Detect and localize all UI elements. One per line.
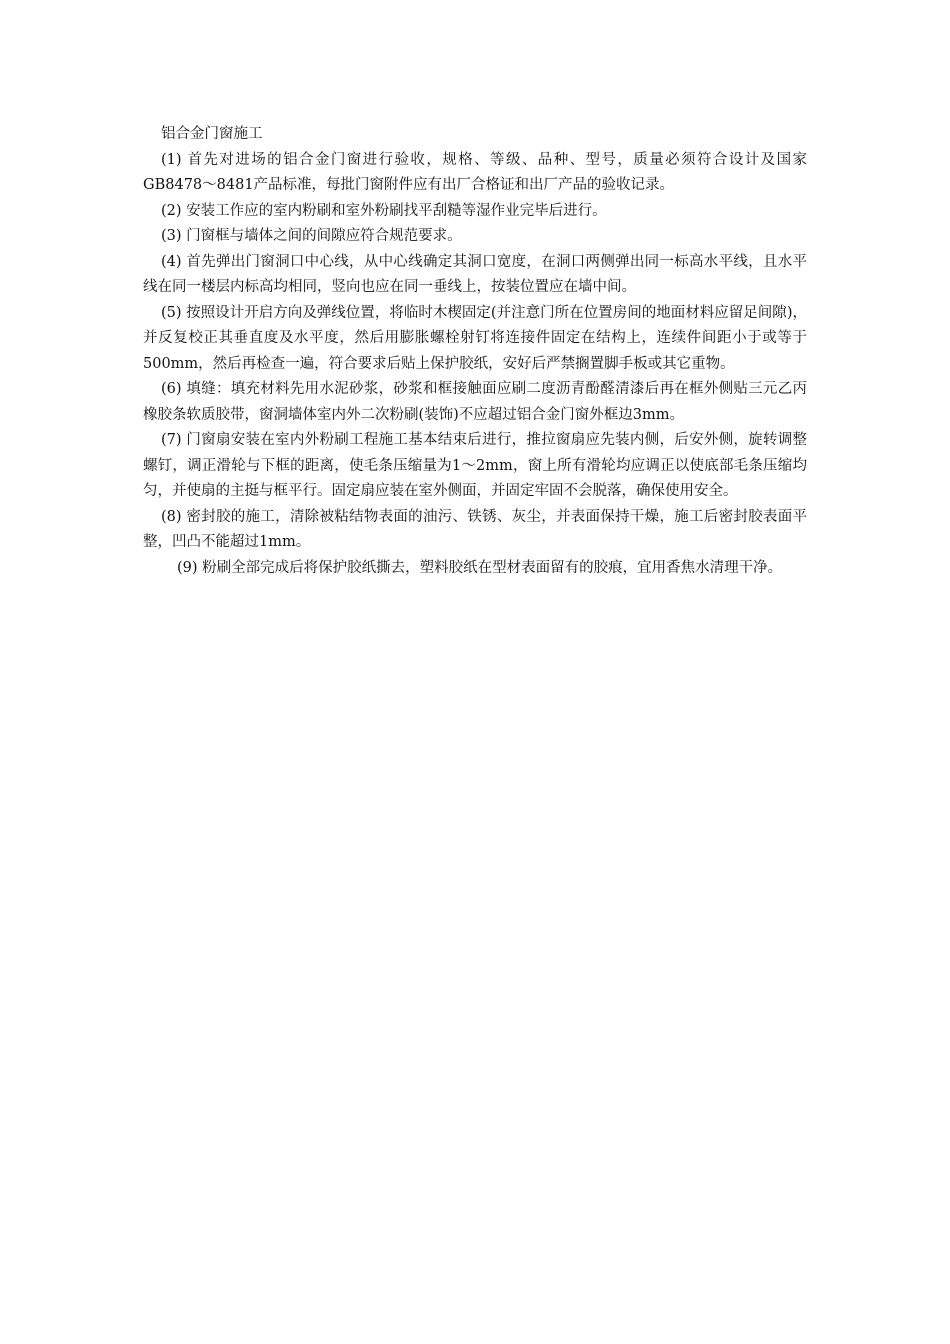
paragraph-5: (5) 按照设计开启方向及弹线位置，将临时木楔固定(并注意门所在位置房间的地面材料应留足间隙)，并反复校正其垂直度及水平度，然后用膨胀螺栓射钉将连接件固定在结构上，连续件间距小于或等于500mm，然后再检查一遍，符合要求后贴上保护胶纸，安好后严禁搁置脚手板或其它重物。 (143, 304, 807, 372)
paragraph-4: (4) 首先弹出门窗洞口中心线，从中心线确定其洞口宽度，在洞口两侧弹出同一标高水平线，且水平线在同一楼层内标高均相同，竖向也应在同一垂线上，按装位置应在墙中间。 (143, 253, 807, 295)
paragraph-8: (8) 密封胶的施工，清除被粘结物表面的油污、铁锈、灰尘，并表面保持干燥，施工后密封胶表面平整，凹凸不能超过1mm。 (143, 508, 807, 550)
document-body (143, 122, 807, 581)
document-title: 铝合金门窗施工 (161, 126, 263, 142)
paragraph-6: (6) 填缝：填充材料先用水泥砂浆，砂浆和框接触面应刷二度沥青酚醛清漆后再在框外侧贴三元乙丙橡胶条软质胶带，窗洞墙体室内外二次粉刷(装饰)不应超过铝合金门窗外框边3mm。 (143, 381, 807, 423)
paragraph-2: (2) 安装工作应的室内粉刷和室外粉刷找平刮糙等湿作业完毕后进行。 (161, 202, 607, 219)
paragraph-3: (3) 门窗框与墙体之间的间隙应符合规范要求。 (161, 228, 462, 244)
paragraph-1: (1) 首先对进场的铝合金门窗进行验收，规格、等级、品种、型号，质量必须符合设计及国家GB8478～8481产品标准，每批门窗附件应有出厂合格证和出厂产品的验收记录。 (143, 151, 807, 193)
paragraph-9: (9) 粉刷全部完成后将保护胶纸撕去，塑料胶纸在型材表面留有的胶痕，宜用香焦水清理干净。 (177, 559, 783, 576)
paragraph-7: (7) 门窗扇安装在室内外粉刷工程施工基本结束后进行，推拉窗扇应先装内侧，后安外侧，旋转调整螺钉，调正滑轮与下框的距离，使毛条压缩量为1～2mm，窗上所有滑轮均应调正以使底部毛条压缩均匀，并使扇的主挺与框平行。固定扇应装在室外侧面，并固定牢固不会脱落，确保使用安全。 (143, 432, 807, 499)
